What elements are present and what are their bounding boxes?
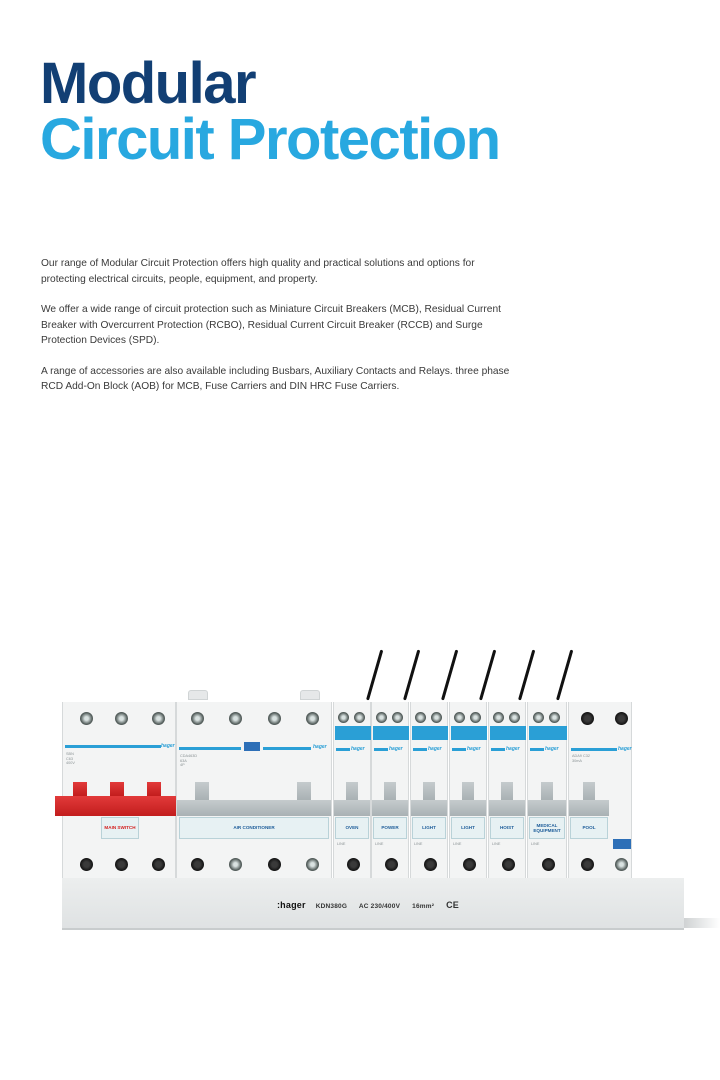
circuit-label: HOIST — [490, 817, 524, 839]
toggle — [346, 782, 358, 800]
terminal-screw — [615, 712, 628, 725]
test-window — [244, 742, 260, 751]
wire — [403, 650, 420, 701]
terminal-label: LINE — [531, 842, 540, 846]
toggle — [541, 782, 553, 800]
info-label — [490, 726, 526, 740]
latch — [300, 690, 320, 700]
brand-stripe — [374, 748, 388, 751]
terminal-screw — [376, 712, 387, 723]
info-label — [529, 726, 567, 740]
paragraph-range: We offer a wide range of circuit protection such as Miniature Circuit Breakers (MCB), Residual Current Breaker with Overcurrent Protection (RCBO), Residual Current Circuit Breaker (RCCB) and Surge Protection Devices (SPD). — [41, 304, 501, 346]
circuit-label: POOL — [570, 817, 608, 839]
brand-logo: hager — [389, 746, 403, 752]
terminal-screw — [392, 712, 403, 723]
brand-stripe — [491, 748, 505, 751]
brand-logo: hager — [351, 746, 365, 752]
circuit-label: MAIN SWITCH — [101, 817, 139, 839]
rail-shadow — [684, 918, 720, 928]
terminal-screw — [347, 858, 360, 871]
info-label — [412, 726, 448, 740]
terminal-screw — [615, 858, 628, 871]
circuit-label: LIGHT — [451, 817, 485, 839]
handle-bar — [372, 800, 408, 816]
module-power — [371, 702, 409, 878]
info-label — [373, 726, 409, 740]
handle-bar — [177, 800, 331, 816]
terminal-label: LINE — [453, 842, 462, 846]
brand-logo: hager — [428, 746, 442, 752]
paragraph-accessories: A range of accessories are also available including Busbars, Auxiliary Contacts and Relays. three phase RCD Add-On Block (AOB) for MCB, Fuse Carriers and DIN HRC Fuse Carriers. — [41, 365, 510, 392]
module-medical-equipment — [527, 702, 567, 878]
terminal-screw — [354, 712, 365, 723]
main-switch-handle — [55, 796, 177, 816]
brand-stripe — [530, 748, 544, 751]
terminal-screw — [470, 712, 481, 723]
module-main-switch — [62, 702, 176, 878]
terminal-screw — [268, 712, 281, 725]
toggle — [297, 782, 311, 800]
terminal-label: LINE — [414, 842, 423, 846]
red-toggle — [110, 782, 124, 796]
terminal-screw — [493, 712, 504, 723]
handle-bar — [450, 800, 486, 816]
terminal-screw — [581, 712, 594, 725]
module-light-2 — [449, 702, 487, 878]
terminal-screw — [80, 858, 93, 871]
toggle — [423, 782, 435, 800]
terminal-screw — [431, 712, 442, 723]
brand-stripe — [179, 747, 241, 750]
test-window — [613, 839, 631, 849]
circuit-label: POWER — [373, 817, 407, 839]
wire — [441, 650, 458, 701]
red-toggle — [73, 782, 87, 796]
terminal-screw — [338, 712, 349, 723]
spec-text: SBN C63 400V — [66, 752, 75, 765]
terminal-screw — [306, 858, 319, 871]
rail-marking — [62, 900, 684, 910]
spec-text: ADA9 C32 30mA — [572, 754, 590, 763]
red-toggle — [147, 782, 161, 796]
terminal-screw — [509, 712, 520, 723]
terminal-screw — [229, 858, 242, 871]
terminal-screw — [229, 712, 242, 725]
ce-mark-icon: CE — [446, 900, 460, 910]
brand-stripe — [65, 745, 161, 748]
wire — [366, 650, 383, 701]
terminal-screw — [502, 858, 515, 871]
terminal-screw — [424, 858, 437, 871]
toggle — [384, 782, 396, 800]
toggle — [195, 782, 209, 800]
terminal-screw — [80, 712, 93, 725]
handle-bar — [411, 800, 447, 816]
brand-logo: hager — [161, 743, 175, 749]
module-oven — [333, 702, 371, 878]
terminal-label: LINE — [492, 842, 501, 846]
handle-bar — [334, 800, 370, 816]
terminal-screw — [463, 858, 476, 871]
module-pool — [568, 702, 632, 878]
circuit-label: AIR CONDITIONER — [179, 817, 329, 839]
page-heading — [40, 51, 500, 172]
handle-bar — [528, 800, 566, 816]
heading-line-1: Modular — [40, 51, 256, 116]
paragraph-intro: Our range of Modular Circuit Protection offers high quality and practical solutions and options for protecting electrical circuits, people, equipment, and property. — [41, 258, 475, 285]
terminal-screw — [533, 712, 544, 723]
rail-rating: AC 230/400V — [358, 903, 401, 910]
wire — [556, 650, 573, 701]
brand-stripe — [263, 747, 311, 750]
rail-brand: :hager — [276, 900, 306, 910]
module-hoist — [488, 702, 526, 878]
intro-text — [41, 256, 521, 410]
terminal-screw — [454, 712, 465, 723]
brand-stripe — [571, 748, 617, 751]
terminal-label: LINE — [337, 842, 346, 846]
module-air-conditioner — [176, 702, 332, 878]
brand-logo: hager — [506, 746, 520, 752]
wire — [518, 650, 535, 701]
terminal-screw — [549, 712, 560, 723]
rail-model: KDN380G — [315, 903, 348, 910]
info-label — [335, 726, 371, 740]
terminal-screw — [191, 858, 204, 871]
terminal-screw — [581, 858, 594, 871]
latch — [188, 690, 208, 700]
brand-logo: hager — [313, 744, 327, 750]
circuit-label: MEDICAL EQUIPMENT — [529, 817, 565, 839]
toggle — [583, 782, 595, 800]
info-label — [451, 726, 487, 740]
brand-logo: hager — [467, 746, 481, 752]
terminal-screw — [385, 858, 398, 871]
brand-logo: hager — [545, 746, 559, 752]
terminal-screw — [115, 858, 128, 871]
brand-stripe — [452, 748, 466, 751]
handle-bar — [489, 800, 525, 816]
terminal-screw — [268, 858, 281, 871]
terminal-screw — [306, 712, 319, 725]
terminal-screw — [415, 712, 426, 723]
circuit-label: OVEN — [335, 817, 369, 839]
brand-stripe — [413, 748, 427, 751]
module-light-1 — [410, 702, 448, 878]
rail-cable-size: 16mm² — [412, 903, 435, 910]
toggle — [462, 782, 474, 800]
wire — [479, 650, 496, 701]
spec-text: CDA463D 63A 4P — [180, 754, 198, 767]
terminal-screw — [152, 712, 165, 725]
terminal-screw — [152, 858, 165, 871]
terminal-label: LINE — [375, 842, 384, 846]
din-rail-busbar — [62, 878, 684, 930]
terminal-screw — [115, 712, 128, 725]
circuit-label: LIGHT — [412, 817, 446, 839]
terminal-screw — [542, 858, 555, 871]
brand-stripe — [336, 748, 350, 751]
heading-line-2: Circuit Protection — [40, 107, 500, 172]
toggle — [501, 782, 513, 800]
handle-bar — [569, 800, 609, 816]
brand-logo: hager — [618, 746, 632, 752]
terminal-screw — [191, 712, 204, 725]
